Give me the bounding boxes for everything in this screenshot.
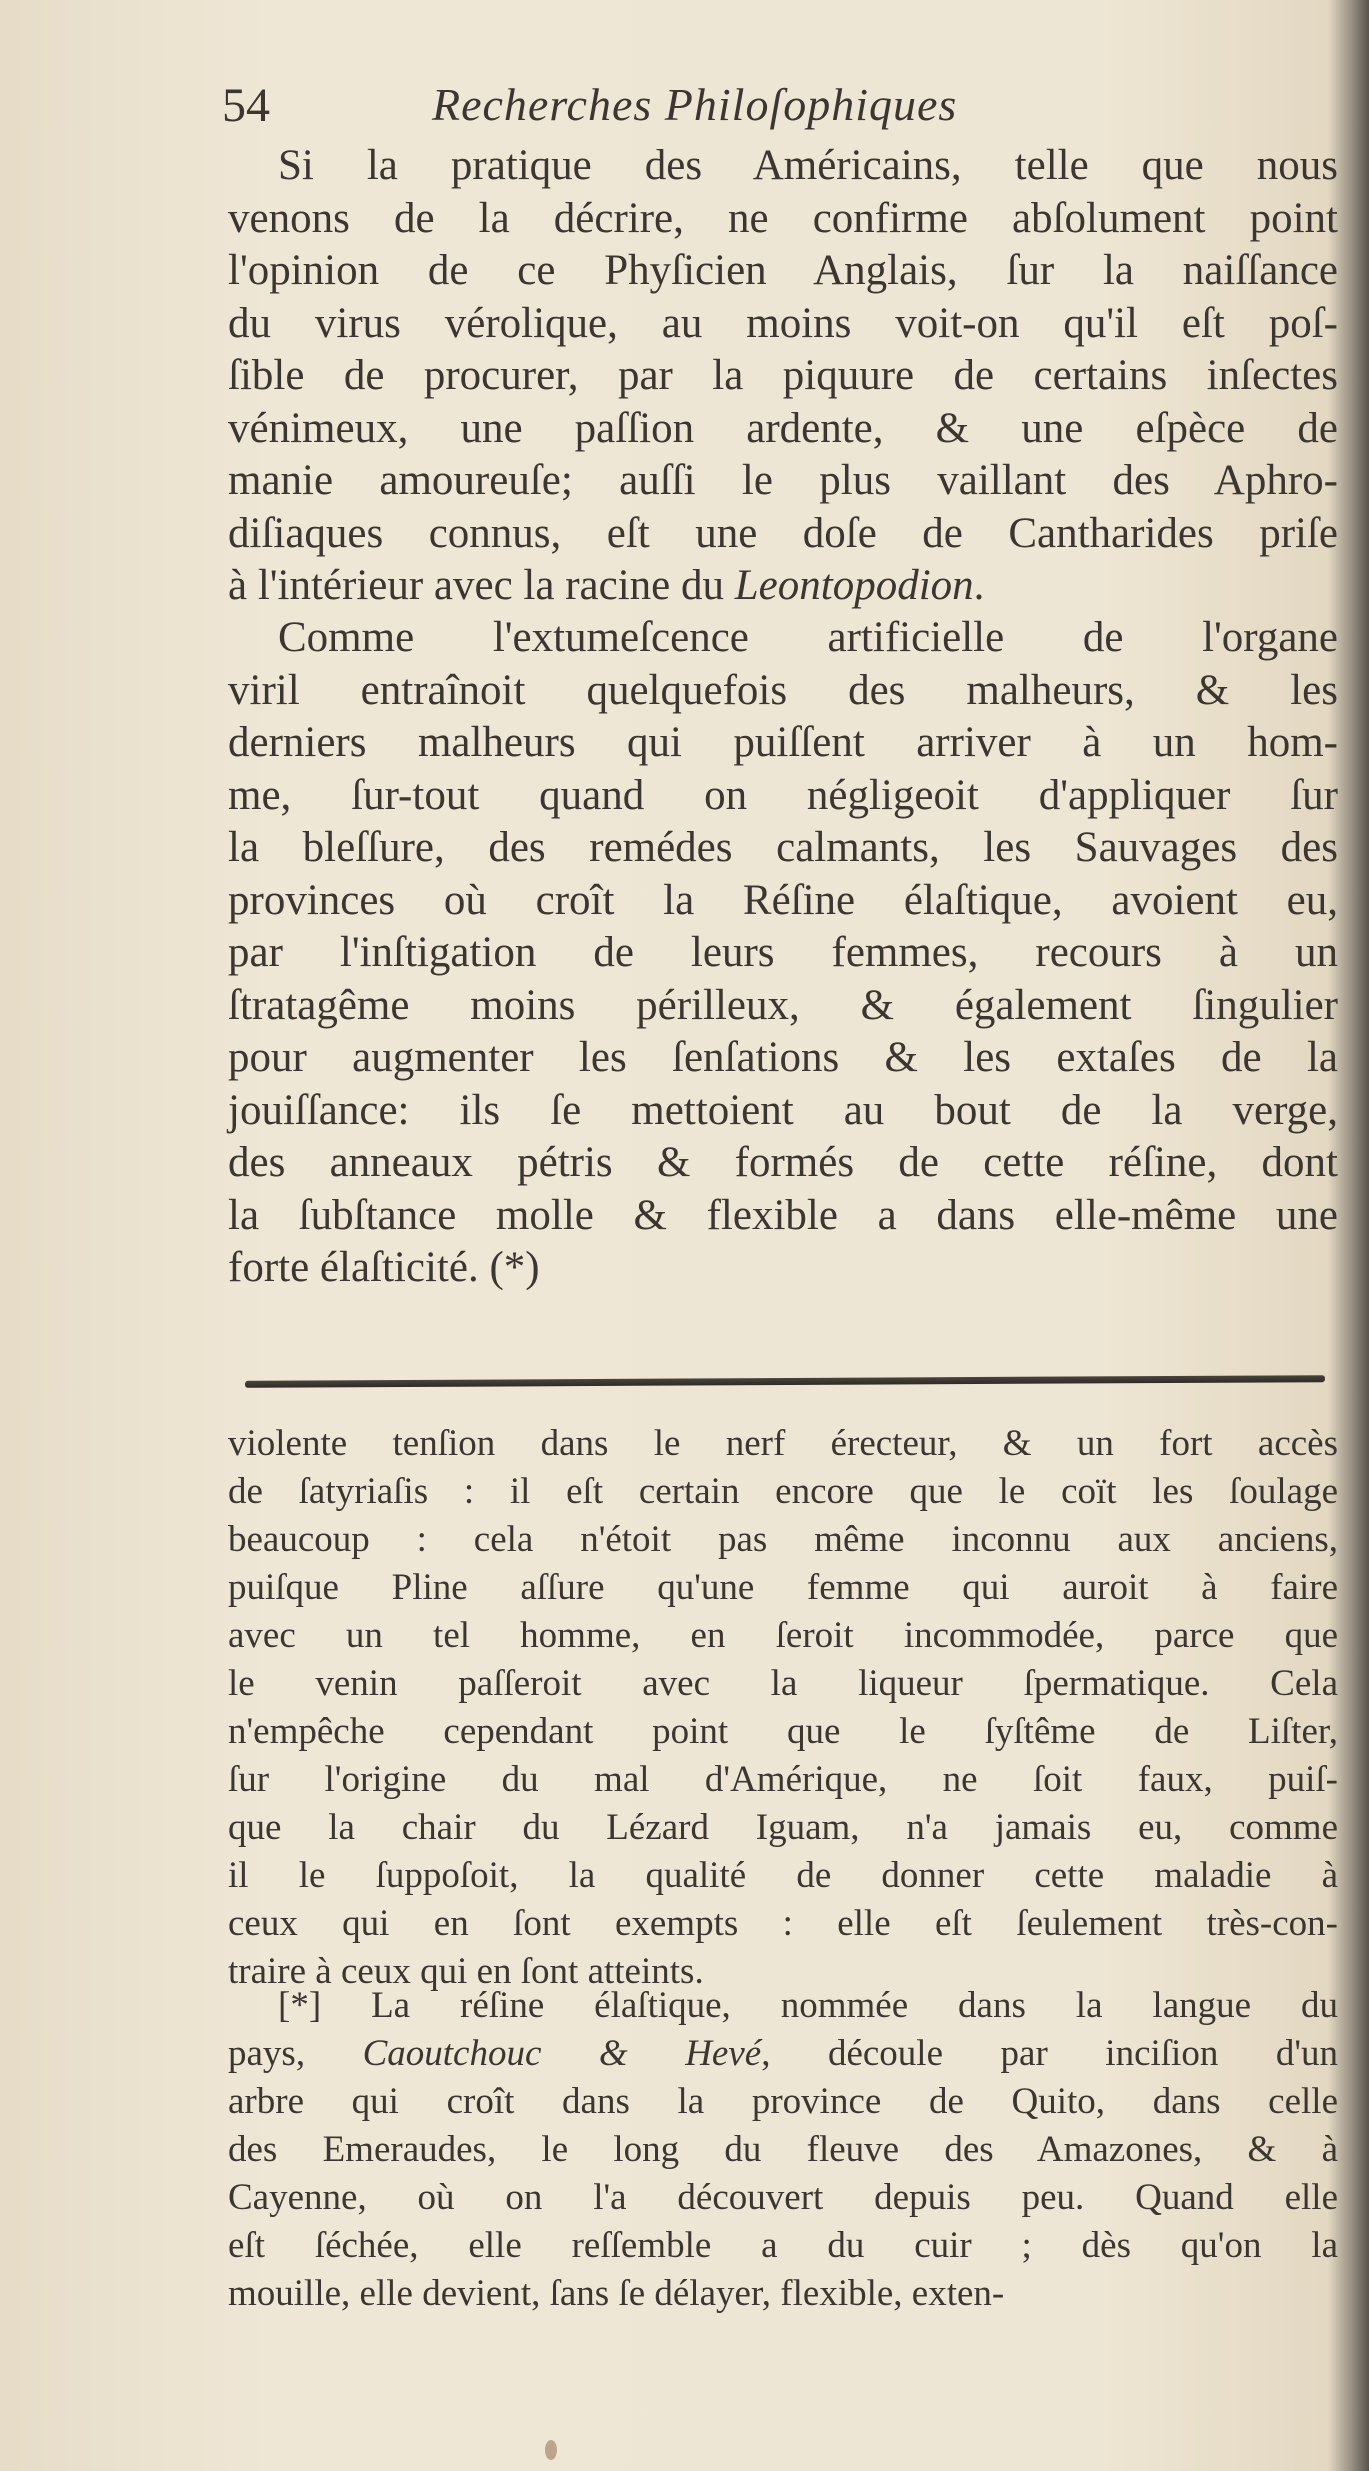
text-line: pour augmenter les ſenſations & les extaſes de la xyxy=(228,1034,1338,1081)
text-line: avec un tel homme, en ſeroit incommodée, parce que xyxy=(228,1615,1338,1656)
paragraph-2 xyxy=(228,612,1338,1295)
text-line: puiſque Pline aſſure qu'une femme qui auroit à faire xyxy=(228,1567,1338,1608)
text-line: mouille, elle devient, ſans ſe délayer, flexible, exten- xyxy=(228,2273,1005,2314)
text-line: viril entraînoit quelquefois des malheurs, & les xyxy=(228,666,1338,714)
paper-stain xyxy=(545,2440,557,2460)
text-line: manie amoureuſe; auſſi le plus vaillant des Aphro- xyxy=(228,457,1338,504)
text-line: traire à ceux qui en ſont atteints. xyxy=(228,1951,704,1992)
text-line: provinces où croît la Réſine élaſtique, avoient eu, xyxy=(228,876,1338,924)
text-line: derniers malheurs qui puiſſent arriver à un hom- xyxy=(228,719,1338,766)
text-line: diſiaques connus, eſt une doſe de Cantharides priſe xyxy=(228,509,1338,557)
text-line: la ſubſtance molle & flexible a dans elle-même une xyxy=(228,1191,1338,1239)
text-line: ſtratagême moins périlleux, & également ſingulier xyxy=(228,981,1338,1029)
text-line: violente tenſion dans le nerf érecteur, & un fort accès xyxy=(228,1423,1338,1464)
text-line: par l'inſtigation de leurs femmes, recours à un xyxy=(228,929,1338,976)
text-line: Comme l'extumeſcence artificielle de l'organe xyxy=(278,614,1338,661)
text-line: n'empêche cependant point que le ſyſtême de Liſter, xyxy=(228,1711,1338,1752)
text-line: ceux qui en ſont exempts : elle eſt ſeulement très-con- xyxy=(228,1903,1338,1944)
running-head: Recherches Philoſophiques xyxy=(432,79,958,130)
text-line: [*] La réſine élaſtique, nommée dans la langue du xyxy=(278,1985,1338,2026)
text-line: il le ſuppoſoit, la qualité de donner cette maladie à xyxy=(228,1855,1338,1896)
italic-term: Caoutchouc & Hevé xyxy=(362,2033,762,2074)
text-line: pays, Caoutchouc & Hevé, découle par inciſion d'un xyxy=(228,2033,1339,2074)
text-line: du virus vérolique, au moins voit-on qu'il eſt poſ- xyxy=(228,299,1338,347)
text-line: beaucoup : cela n'étoit pas même inconnu aux anciens, xyxy=(228,1519,1338,1560)
text-line: ſur l'origine du mal d'Amérique, ne ſoit faux, puiſ- xyxy=(228,1759,1338,1800)
italic-term: Leontopodion xyxy=(734,562,974,609)
text-line: jouiſſance: ils ſe mettoient au bout de la verge, xyxy=(228,1086,1338,1134)
footnote-resine-elastique xyxy=(228,1982,1338,2318)
text-line: Cayenne, où on l'a découvert depuis peu. Quand elle xyxy=(228,2177,1338,2218)
footnote-separator-rule xyxy=(245,1375,1325,1388)
text-line: l'opinion de ce Phyſicien Anglais, ſur la naiſſance xyxy=(228,247,1338,294)
page-number: 54 xyxy=(222,79,270,132)
text-line: que la chair du Lézard Iguam, n'a jamais eu, comme xyxy=(228,1807,1338,1848)
text-line: arbre qui croît dans la province de Quito, dans celle xyxy=(228,2081,1338,2122)
text-line: des anneaux pétris & formés de cette réſine, dont xyxy=(228,1139,1338,1186)
text-line: venons de la décrire, ne confirme abſolument point xyxy=(228,194,1338,242)
text-line: des Emeraudes, le long du fleuve des Amazones, & à xyxy=(228,2129,1338,2170)
text-line: Si la pratique des Américains, telle que nous xyxy=(278,142,1338,189)
text-line: le venin paſſeroit avec la liqueur ſpermatique. Cela xyxy=(228,1663,1338,1704)
text-line: la bleſſure, des remédes calmants, les Sauvages des xyxy=(228,824,1338,871)
page-header xyxy=(222,78,1332,138)
text-line: me, ſur-tout quand on négligeoit d'appliquer ſur xyxy=(228,771,1338,819)
text-line: à l'intérieur avec la racine du Leontopodion. xyxy=(228,562,985,609)
text-line: ſible de procurer, par la piquure de certains inſectes xyxy=(228,352,1338,399)
paragraph-1 xyxy=(228,140,1338,613)
text-line: eſt ſéchée, elle reſſemble a du cuir ; dès qu'on la xyxy=(228,2225,1338,2266)
text-line: vénimeux, une paſſion ardente, & une eſpèce de xyxy=(228,404,1338,452)
text-line: de ſatyriaſis : il eſt certain encore que le coït les ſoulage xyxy=(228,1471,1338,1512)
footnote-continuation xyxy=(228,1420,1338,1996)
text-line: forte élaſticité. (*) xyxy=(228,1244,540,1291)
